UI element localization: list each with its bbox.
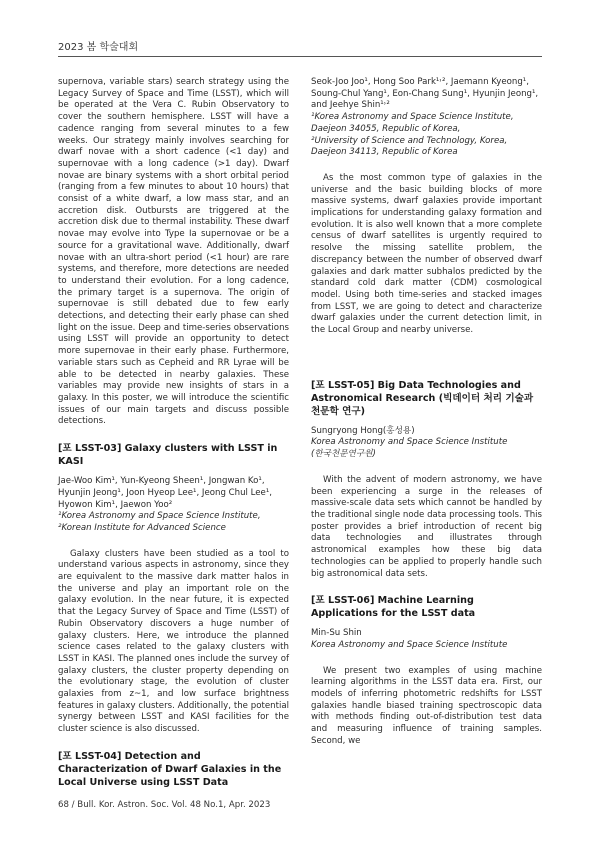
- right-column: [311, 77, 542, 748]
- header-rule: [58, 56, 542, 57]
- authors-lsst-04-line2: Soung-Chul Yang¹, Eon-Chang Sung¹, Hyunjin Jeong¹,: [311, 88, 539, 99]
- section-title-lsst-06: [포 LSST-06] Machine Learning Applications for the LSST data: [311, 595, 476, 620]
- abstract-lsst-04: As the most common type of galaxies in the universe and the basic building blocks of more massive systems, dwarf galaxies provide important implications for understanding galaxy formation and evolution. It is also well known that a more complete census of dwarf satellites is urgently required to resolve the missing satellite problem, the discrepancy between the number of observed dwarf galaxies and dark matter subhalos predicted by the standard cold dark matter (CDM) cosmological model. Using both time-series and stacked images from LSST, we are going to detect and characterize dwarf galaxies under the current detection limit, in the Local Group and nearby universe.: [311, 172, 542, 336]
- section-title-lsst-05: [포 LSST-05] Big Data Technologies and Astronomical Research (빅데이터 처리 기술과 천문학 연구): [311, 379, 534, 417]
- abstract-lsst-05: With the advent of modern astronomy, we have been experiencing a surge in the releases of massive-scale data sets which cannot be handled by the traditional single node data processing tools. This poster provides a brief introduction of recent big data technologies and illustrates through astronomical examples how these big data technologies can be applied to properly handle such big astronomical data sets.: [311, 474, 542, 579]
- left-column: [58, 77, 289, 789]
- author-lsst-05: Sungryong Hong(홍성용): [311, 425, 415, 436]
- affiliation-lsst-04-1: ¹Korea Astronomy and Space Science Institute, Daejeon 34055, Republic of Korea,: [311, 112, 514, 134]
- abstract-lsst-03: Galaxy clusters have been studied as a tool to understand various aspects in astronomy, since they are equivalent to the massive dark matter halos in the universe and play an important role on the galaxy evolution. In the near future, it is expected that the Legacy Survey of Space and Time (LSST) of Rubin Observatory discovers a huge number of galaxy clusters. Here, we introduce the planned science cases related to the galaxy clusters with LSST in KASI. The planned ones include the survey of galaxy clusters, the cluster property depending on the evolutionary stage, the evolution of cluster galaxies from z~1, and low surface brightness features in galaxy clusters. Additionally, the potential synergy between LSST and KASI facilities for the cluster science is also discussed.: [58, 548, 289, 735]
- section-title-lsst-04: [포 LSST-04] Detection and Characterization of Dwarf Galaxies in the Local Universe using LSST Data: [58, 750, 282, 788]
- affiliation-lsst-05-1: Korea Astronomy and Space Science Institute: [311, 437, 508, 448]
- affiliation-lsst-04-2: ²University of Science and Technology, Korea, Daejeon 34113, Republic of Korea: [311, 135, 508, 158]
- page-footer-citation: 68 / Bull. Kor. Astron. Soc. Vol. 48 No.1, Apr. 2023: [58, 800, 271, 810]
- affiliation-lsst-05-2: (한국천문연구원): [311, 449, 376, 460]
- authors-lsst-03-line3: Hyowon Kim¹, Jaewon Yoo²: [58, 499, 173, 510]
- intro-paragraph: supernova, variable stars) search strategy using the Legacy Survey of Space and Time (LSST), which will be operated at the Vera C. Rubin Observatory to cover the southern hemisphere. LSST will have a cadence ranging from several minutes to a few weeks. Our strategy mainly involves searching for dwarf novae with a short cadence (<1 day) and supernovae with a long cadence (>1 day). Dwarf novae are binary systems with a short orbital period (ranging from a few minutes to about 10 hours) that consist of a white dwarf, a low mass star, and an accretion disk. Outbursts are triggered at the accretion disk due to thermal instability. These dwarf novae may evolve into Type Ia supernovae or be a source for a gravitational wave. Additionally, dwarf novae with an ultra-short period (<1 hour) are rare systems, and therefore, more detections are needed to understand their evolution. For a long cadence, the primary target is a supernova. The origin of supernovae is still debated due to few early detections, and detecting their early phase can shed light on the issue. Deep and time-series observations using LSST will provide an opportunity to detect more supernovae in their early phase. Furthermore, variable stars such as Cepheid and RR Lyrae will be able to be detected in nearby galaxies. These variables may provide new insights of stars in a galaxy. In this poster, we will introduce the scientific issues of our main targets and discuss possible detections.: [58, 77, 289, 427]
- section-title-lsst-03: [포 LSST-03] Galaxy clusters with LSST in KASI: [58, 443, 278, 468]
- affiliation-lsst-03: ¹Korea Astronomy and Space Science Institute, ²Korean Institute for Advanced Science: [58, 511, 261, 533]
- affiliation-lsst-06: Korea Astronomy and Space Science Institute: [311, 639, 508, 650]
- authors-lsst-04-line1: Seok-Joo Joo¹, Hong Soo Park¹˒², Jaemann Kyeong¹,: [311, 77, 529, 87]
- authors-lsst-03-line1: Jae-Woo Kim¹, Yun-Kyeong Sheen¹, Jongwan Ko¹,: [58, 476, 265, 487]
- authors-lsst-03-line2: Hyunjin Jeong¹, Joon Hyeop Lee¹, Jeong Chul Lee¹,: [58, 487, 273, 498]
- abstract-lsst-06: We present two examples of using machine learning algorithms in the LSST data era. First, our models of inferring photometric redshifts for LSST galaxies handle biased training spectroscopic data with methods finding out-of-distribution test data and measuring influence of training samples. Second, we: [311, 665, 542, 746]
- authors-lsst-04-line3: and Jeehye Shin¹˒²: [311, 100, 390, 111]
- running-header: 2023 봄 학술대회: [58, 42, 139, 53]
- author-lsst-06: Min-Su Shin: [311, 628, 362, 639]
